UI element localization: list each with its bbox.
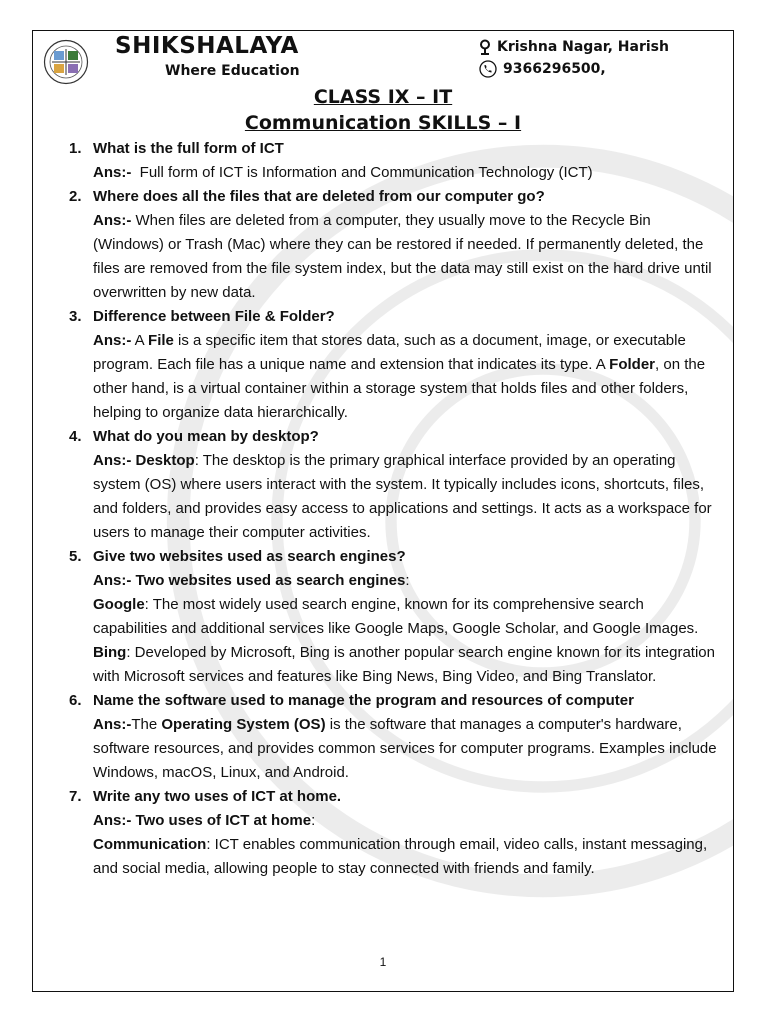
address-text: Krishna Nagar, Harish <box>497 39 669 55</box>
answer-body: The <box>131 716 158 733</box>
answer-item-bing <box>93 641 721 689</box>
location-pin-icon <box>479 39 491 55</box>
answer-text <box>93 449 721 545</box>
question-number: 5. <box>69 548 82 565</box>
answer-item-communication <box>93 833 721 881</box>
answer-body: Full form of ICT is Information and Communication Technology (ICT) <box>139 164 593 181</box>
answer-term-folder: Folder <box>609 356 656 373</box>
answer-prefix: Ans:- Two uses of ICT at home <box>93 812 312 829</box>
answer-body: : The most widely used search engine, known for its comprehensive search capabilities and additional services like Google Maps, Google Scholar, and Google Images. <box>93 596 699 637</box>
phone-icon <box>479 60 497 78</box>
answer-text <box>93 329 721 425</box>
contact-address <box>479 39 669 55</box>
answer-prefix: Ans:- <box>93 164 132 181</box>
school-tagline: Where Education <box>165 63 300 79</box>
question-item-4 <box>33 425 733 545</box>
question-text: What do you mean by desktop? <box>93 428 319 445</box>
question-text: Name the software used to manage the program and resources of computer <box>93 692 634 709</box>
answer-body: : The desktop is the primary graphical interface provided by an operating system (OS) where users interact with the system. It typically includes icons, shortcuts, files, and folders, and provides easy access to applications and settings. It acts as a workspace for users to manage their computer activities. <box>93 452 712 541</box>
answer-text <box>93 569 721 593</box>
answer-body: : Developed by Microsoft, Bing is another popular search engine known for its integration with Microsoft services and features like Bing News, Bing Video, and Bing Translator. <box>93 644 715 685</box>
document-page <box>32 30 734 992</box>
answer-prefix: Ans:- <box>93 716 132 733</box>
question-item-5 <box>33 545 733 689</box>
question-item-2 <box>33 185 733 305</box>
answer-body: A <box>134 332 144 349</box>
question-number: 7. <box>69 788 82 805</box>
question-text: Where does all the files that are deleted from our computer go? <box>93 188 545 205</box>
answer-body: is a specific item that stores data, such as a document, image, or executable program. Each file has a unique name and extension that indicates its type. A <box>93 332 686 373</box>
answer-body: , on the other hand, is a virtual container within a storage system that holds files and other folders, helping to organize data hierarchically. <box>93 356 706 421</box>
question-text: Write any two uses of ICT at home. <box>93 788 342 805</box>
answer-body: : ICT enables communication through email, video calls, instant messaging, and social media, allowing people to stay connected with friends and family. <box>93 836 708 877</box>
question-item-3 <box>33 305 733 425</box>
question-number: 2. <box>69 188 82 205</box>
subject-title: Communication SKILLS – I <box>244 112 522 134</box>
page-number: 1 <box>379 955 387 969</box>
answer-text <box>93 209 721 305</box>
question-number: 6. <box>69 692 82 709</box>
answer-term: Communication <box>93 836 207 853</box>
answer-text <box>93 809 721 833</box>
answer-prefix: Ans:- <box>93 332 132 349</box>
question-text: Give two websites used as search engines? <box>93 548 406 565</box>
answer-body: When files are deleted from a computer, they usually move to the Recycle Bin (Windows) or Trash (Mac) where they can be restored if needed. If permanently deleted, the files are removed from the file system index, but the data may still exist on the hard drive until overwritten by new data. <box>93 212 712 301</box>
answer-prefix: Ans:- Two websites used as search engines <box>93 572 406 589</box>
answer-prefix: Ans:- <box>93 212 132 229</box>
answer-colon: : <box>405 572 410 589</box>
question-text: Difference between File & Folder? <box>93 308 335 325</box>
answer-text <box>93 161 721 185</box>
answer-term-os: Operating System (OS) <box>161 716 326 733</box>
answer-term-file: File <box>148 332 174 349</box>
question-text: What is the full form of ICT <box>93 140 284 157</box>
question-number: 4. <box>69 428 82 445</box>
question-item-6 <box>33 689 733 785</box>
question-item-1 <box>33 137 733 185</box>
question-item-7 <box>33 785 733 881</box>
school-logo-icon <box>43 39 89 85</box>
answer-term: Bing <box>93 644 127 661</box>
answer-term: Google <box>93 596 145 613</box>
answer-item-google <box>93 593 721 641</box>
question-number: 3. <box>69 308 82 325</box>
school-name: SHIKSHALAYA <box>115 33 299 59</box>
contact-phone <box>479 60 606 78</box>
answer-prefix: Ans:- Desktop <box>93 452 195 469</box>
answer-text <box>93 713 721 785</box>
class-title: CLASS IX – IT <box>313 86 453 108</box>
answer-body: is the software that manages a computer's hardware, software resources, and provides common services for computer programs. Examples include Windows, macOS, Linux, and Android. <box>93 716 717 781</box>
phone-text: 9366296500, <box>503 61 606 77</box>
answer-colon: : <box>311 812 316 829</box>
question-list <box>33 137 733 881</box>
question-number: 1. <box>69 140 82 157</box>
